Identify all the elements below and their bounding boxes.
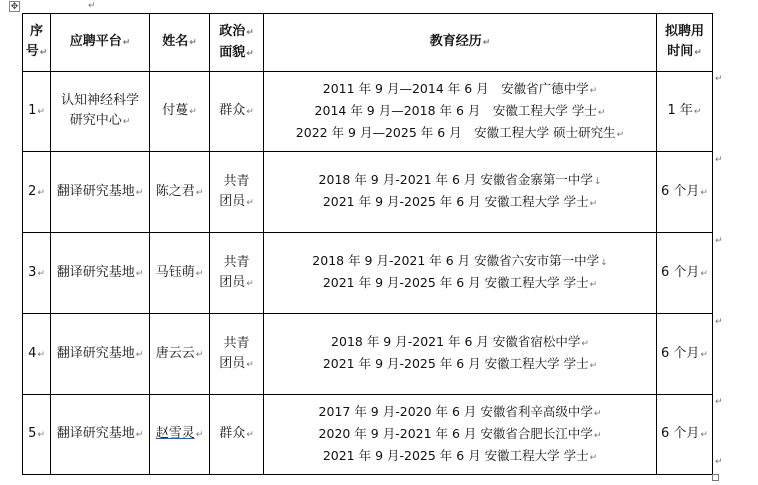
education-line: 2014 年 9 月—2018 年 6 月 安徽工程大学 学士↵	[314, 102, 606, 118]
education-line: 2018 年 9 月-2021 年 6 月 安徽省宿松中学↵	[331, 334, 589, 349]
cell-politics: 共青 团员↵	[210, 233, 264, 314]
paragraph-mark: ↵	[88, 1, 96, 11]
cell-name: 陈之君↵	[150, 152, 210, 233]
cell-education	[264, 72, 657, 152]
cell-platform: 翻译研究基地↵	[51, 314, 150, 395]
header-name: 姓名↵	[150, 14, 210, 72]
education-line: 2021 年 9 月-2025 年 6 月 安徽工程大学 学士↵	[322, 194, 598, 209]
cell-platform: 翻译研究基地↵	[51, 152, 150, 233]
cell-education	[264, 395, 657, 475]
table-resize-handle[interactable]	[712, 474, 719, 481]
cell-name: 付蔓↵	[150, 72, 210, 152]
header-politics: 政治↵ 面貌↵	[210, 14, 264, 72]
table-row	[23, 72, 713, 152]
cell-politics: 群众↵	[210, 395, 264, 475]
education-line: 2017 年 9 月-2020 年 6 月 安徽省利辛高级中学↵	[318, 403, 602, 419]
header-seq: 序 号↵	[23, 14, 51, 72]
table-row	[23, 314, 713, 395]
cell-duration: 1 年↵	[657, 72, 713, 152]
education-line: 2011 年 9 月—2014 年 6 月 安徽省广德中学↵	[322, 80, 598, 96]
cell-name: 唐云云↵	[150, 314, 210, 395]
header-duration: 拟聘用 时间↵	[657, 14, 713, 72]
cell-education	[264, 233, 657, 314]
row-end-mark: ↵	[715, 457, 723, 467]
cell-name: 马钰萌↵	[150, 233, 210, 314]
table-header-row	[23, 14, 713, 72]
cell-platform: 翻译研究基地↵	[51, 395, 150, 475]
row-end-mark: ↵	[715, 397, 723, 407]
cell-duration: 6 个月↵	[657, 233, 713, 314]
table-row	[23, 152, 713, 233]
education-line: 2021 年 9 月-2025 年 6 月 安徽工程大学 学士↵	[322, 356, 598, 371]
education-line: 2022 年 9 月—2025 年 6 月 安徽工程大学 硕士研究生↵	[295, 124, 625, 140]
cell-seq: 1↵	[23, 72, 51, 152]
cell-platform: 认知神经科学 研究中心↵	[51, 72, 150, 152]
table-row	[23, 395, 713, 475]
cell-seq: 3↵	[23, 233, 51, 314]
education-line: 2021 年 9 月-2025 年 6 月 安徽工程大学 学士↵	[322, 447, 598, 463]
row-end-mark: ↵	[715, 74, 723, 84]
cell-duration: 6 个月↵	[657, 152, 713, 233]
education-line: 2020 年 9 月-2021 年 6 月 安徽省合肥长江中学↵	[318, 425, 602, 441]
table-move-handle[interactable]: ✥	[10, 2, 19, 12]
education-line: 2018 年 9 月-2021 年 6 月 安徽省六安市第一中学↓	[312, 253, 608, 268]
cell-education	[264, 152, 657, 233]
cell-seq: 4↵	[23, 314, 51, 395]
cell-politics: 群众↵	[210, 72, 264, 152]
cell-duration: 6 个月↵	[657, 314, 713, 395]
row-end-mark: ↵	[715, 317, 723, 327]
cell-platform: 翻译研究基地↵	[51, 233, 150, 314]
cell-seq: 2↵	[23, 152, 51, 233]
table-row	[23, 233, 713, 314]
cell-seq: 5↵	[23, 395, 51, 475]
education-line: 2018 年 9 月-2021 年 6 月 安徽省金寨第一中学↓	[318, 172, 602, 187]
cell-education	[264, 314, 657, 395]
education-line: 2021 年 9 月-2025 年 6 月 安徽工程大学 学士↵	[322, 275, 598, 290]
cell-name: 赵雪灵↵	[150, 395, 210, 475]
row-end-mark: ↵	[715, 155, 723, 165]
header-education: 教育经历↵	[264, 14, 657, 72]
recruitment-table	[22, 13, 713, 475]
header-platform: 应聘平台↵	[51, 14, 150, 72]
row-end-mark: ↵	[715, 236, 723, 246]
cell-politics: 共青 团员↵	[210, 314, 264, 395]
cell-duration: 6 个月↵	[657, 395, 713, 475]
cell-politics: 共青 团员↵	[210, 152, 264, 233]
